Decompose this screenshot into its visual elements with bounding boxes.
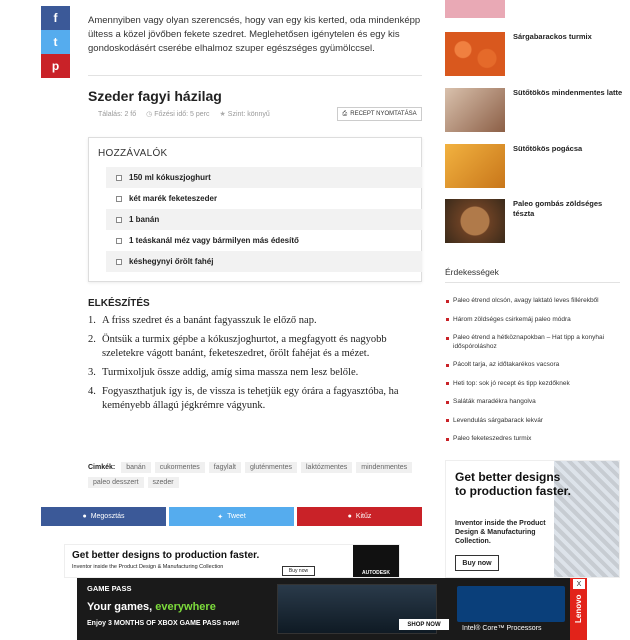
ad-headline: Your games, everywhere [87,601,216,613]
sidebar-link[interactable]: Paleo étrend a hétköznapokban – Hat tipp a konyhai időspóroláshoz [446,334,624,351]
sidebar-link[interactable]: Paleo étrend olcsón, avagy laktató leves fillérekből [446,297,624,306]
pinterest-share-button[interactable] [297,507,422,526]
print-recipe-button[interactable] [337,107,422,121]
ingredient-item[interactable] [106,188,422,209]
ingredients-box [88,137,422,282]
facebook-share-icon[interactable]: f [41,6,70,30]
step-item: 1. A friss szedret és a banánt fagyasszuk le előző nap. [88,315,317,326]
tag-link[interactable]: mindenmentes [356,462,412,473]
sidebar-post[interactable] [445,0,505,18]
post-thumbnail[interactable] [445,0,505,18]
intel-badges [457,586,565,622]
floating-share-column [41,6,70,78]
sidebar-links [446,297,624,454]
prep-time [146,110,209,118]
sidebar-link[interactable]: Pácolt tarja, az időtakarékos vacsora [446,361,624,370]
sidebar-post[interactable] [445,32,623,76]
sidebar-post-title[interactable]: Sárgabarackos turmix [513,32,592,41]
tags-label: Cimkék: [88,464,116,471]
facebook-share-button[interactable] [41,507,166,526]
twitter-share-label: Tweet [227,513,246,520]
print-recipe-label: RECEPT NYOMTATÁSA [350,111,417,117]
xbox-icon: GAME PASS [87,584,132,593]
pinterest-icon: ● [347,513,352,520]
facebook-icon: ● [82,513,87,520]
autodesk-logo: AUTODESK [353,545,399,578]
ad-buy-button[interactable]: Buy now [282,566,315,576]
step-item: 3. Turmixoljuk össze addig, amíg sima massza nem lesz belőle. [88,367,359,378]
shop-now-button[interactable]: SHOP NOW [399,619,449,630]
ingredient-item[interactable] [106,230,422,251]
ad-subtext: Inventor inside the Product Design & Manufacturing Collection [72,564,224,570]
step-item: 2. Öntsük a turmix gépbe a kókuszjoghurtot, a megfagyott és nagyobb szeletekre vágott banánt, feketeszedret, őrölt fahéjat és a mézet. [88,333,422,361]
sidebar-link[interactable]: Három zöldséges csirkemáj paleo módra [446,316,624,325]
star-icon: ★ [219,111,226,118]
steps-list [88,314,422,418]
ad-buy-button[interactable]: Buy now [455,555,499,571]
post-thumbnail[interactable] [445,144,505,188]
step-item: 4. Fogyaszthatjuk így is, de vissza is tehetjük egy órára a fagyasztóba, ha keményebb állagú jégkrémre vágyunk. [88,385,422,413]
sidebar-post-title[interactable]: Sütőtökös pogácsa [513,144,583,153]
sidebar-link[interactable]: Paleo feketeszedres turmix [446,435,624,444]
step-text: Fogyaszthatjuk így is, de vissza is tehetjük egy órára a fagyasztóba, ha keményebb állagú jégkrémre vágyunk. [102,386,399,411]
ingredient-label: 150 ml kókuszjoghurt [129,173,211,182]
difficulty-label: Szint: könnyű [227,111,270,118]
tag-link[interactable]: banán [121,462,150,473]
close-icon[interactable]: X [573,579,585,589]
tag-link[interactable]: paleo desszert [88,477,144,488]
checkbox[interactable] [116,175,122,181]
ad-headline: Get better designs to production faster. [455,470,572,498]
checkbox[interactable] [116,259,122,265]
sidebar-ad[interactable] [445,460,620,578]
ingredient-label: 1 banán [129,215,160,224]
sidebar-link[interactable]: Heti top: sok jó recept és tipp kezdőknek [446,380,624,389]
ingredient-label: 1 teáskanál méz vagy bármilyen más édesítő [129,236,299,245]
sidebar-link[interactable]: Levendulás sárgabarack lekvár [446,417,624,426]
sidebar-post-title[interactable]: Sütőtökös mindenmentes latte [513,88,623,97]
ingredient-item[interactable] [106,251,422,272]
bottom-ad-bar [0,578,630,640]
sidebar-link[interactable]: Saláták maradékra hangolva [446,398,624,407]
steps-title: ELKÉSZÍTÉS [88,298,150,309]
processor-label: Intel® Core™ Processors [462,625,542,632]
sidebar-section-title: Érdekességek [445,267,499,277]
ad-subtext: Inventor inside the Product Design & Manufacturing Collection. [455,520,546,545]
ingredient-item[interactable] [106,167,422,188]
ingredient-item[interactable] [106,209,422,230]
ingredients-list [106,167,422,272]
facebook-share-label: Megosztás [90,513,125,520]
article-intro-paragraph: Amennyiben vagy olyan szerencsés, hogy van egy kis kerted, oda mindenképp ültess a közel jövőben fekete szedret. Meglehetősen igénytelen és egy kis gondoskodásért cserébe elhalmoz szuper egészséges gyümölccsel. [88,15,421,54]
ingredients-title: HOZZÁVALÓK [98,148,168,159]
pinterest-share-icon[interactable]: p [41,54,70,78]
step-text: Öntsük a turmix gépbe a kókuszjoghurtot, a megfagyott és nagyobb szeletekre vágott banánt, feketeszedret, őrölt fahéjat és a mézet. [102,334,387,359]
ingredient-label: két marék feketeszeder [129,194,218,203]
servings: Tálalás: 2 fő [98,110,137,118]
difficulty [220,110,270,118]
tag-link[interactable]: szeder [148,477,179,488]
sidebar-post-title[interactable]: Paleo gombás zöldséges tészta [513,199,603,218]
pinterest-share-label: Kitűz [355,513,372,520]
divider [445,282,620,283]
tag-link[interactable]: fagylalt [209,462,241,473]
ad-offer: Enjoy 3 MONTHS OF XBOX GAME PASS now! [87,620,240,627]
clock-icon: ◷ [146,111,153,118]
sidebar-post[interactable] [445,199,623,243]
step-text: Turmixoljuk össze addig, amíg sima massza nem lesz belőle. [102,367,359,378]
twitter-icon: ✦ [217,513,224,521]
recipe-title: Szeder fagyi házilag [88,88,222,104]
checkbox[interactable] [116,217,122,223]
post-thumbnail[interactable] [445,199,505,243]
divider [88,75,422,76]
twitter-share-button[interactable] [169,507,294,526]
twitter-share-icon[interactable]: t [41,30,70,54]
checkbox[interactable] [116,238,122,244]
printer-icon: ⎙ [342,110,348,117]
tag-link[interactable]: laktózmentes [301,462,352,473]
post-thumbnail[interactable] [445,88,505,132]
post-thumbnail[interactable] [445,32,505,76]
ingredient-label: késhegynyi őrölt fahéj [129,257,214,266]
lenovo-logo: Lenovo [570,578,587,640]
recipe-meta [98,110,270,118]
prep-time-label: Főzési idő: 5 perc [154,111,210,118]
tag-link[interactable]: gluténmentes [245,462,297,473]
sidebar-post[interactable] [445,88,623,132]
checkbox[interactable] [116,196,122,202]
ad-headline: Get better designs to production faster. [72,550,260,561]
tag-link[interactable]: cukormentes [155,462,205,473]
step-text: A friss szedret és a banánt fagyasszuk le előző nap. [102,315,317,326]
inline-ad-banner[interactable] [64,544,400,578]
bottom-ad-banner[interactable] [77,578,587,640]
sidebar-post[interactable] [445,144,623,188]
tag-list [88,462,422,488]
